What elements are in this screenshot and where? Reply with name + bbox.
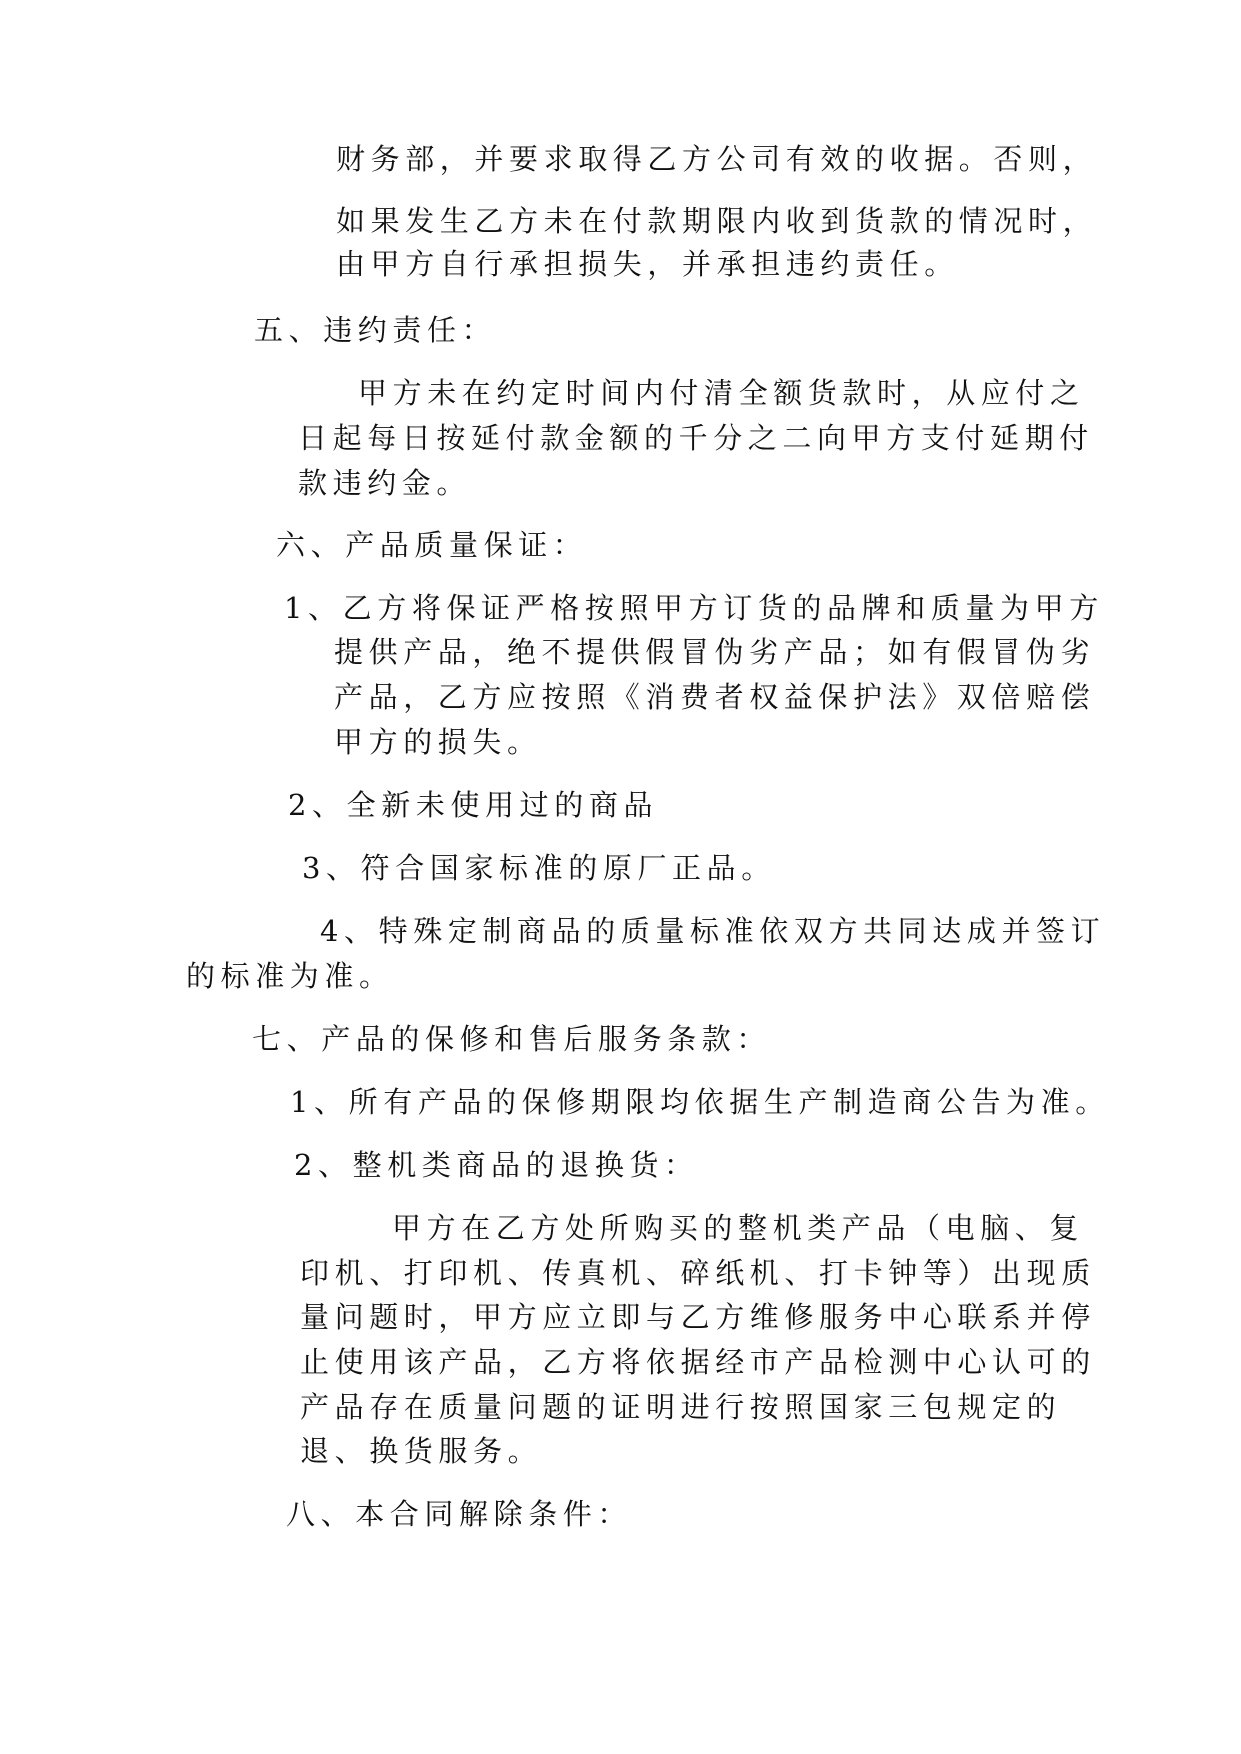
text-line: 止使用该产品，乙方将依据经市产品检测中心认可的 — [300, 1345, 1096, 1379]
text-line: 产品，乙方应按照《消费者权益保护法》双倍赔偿 — [334, 680, 1096, 714]
list-item: 1、所有产品的保修期限均依据生产制造商公告为准。 — [290, 1085, 1110, 1119]
list-item: 4、特殊定制商品的质量标准依双方共同达成并签订 — [320, 914, 1106, 948]
text-line: 的标准为准。 — [186, 959, 394, 993]
text-line: 提供产品，绝不提供假冒伪劣产品；如有假冒伪劣 — [334, 635, 1096, 669]
text-line: 印机、打印机、传真机、碎纸机、打卡钟等）出现质 — [300, 1256, 1096, 1290]
text-line: 量问题时，甲方应立即与乙方维修服务中心联系并停 — [300, 1300, 1096, 1334]
text-line: 由甲方自行承担损失，并承担违约责任。 — [336, 247, 959, 281]
text-line: 日起每日按延付款金额的千分之二向甲方支付延期付 — [298, 421, 1094, 455]
section-heading: 七、产品的保修和售后服务条款： — [252, 1022, 772, 1056]
text-line: 如果发生乙方未在付款期限内收到货款的情况时， — [336, 204, 1098, 238]
section-heading: 五、违约责任： — [254, 313, 497, 347]
text-line: 甲方在乙方处所购买的整机类产品（电脑、复 — [392, 1211, 1085, 1245]
text-line: 财务部，并要求取得乙方公司有效的收据。否则， — [336, 142, 1098, 176]
text-line: 产品存在质量问题的证明进行按照国家三包规定的 — [300, 1390, 1062, 1424]
text-line: 退、换货服务。 — [300, 1434, 543, 1468]
text-line: 甲方的损失。 — [334, 725, 542, 759]
list-item: 2、全新未使用过的商品 — [288, 788, 659, 822]
text-line: 款违约金。 — [298, 466, 472, 500]
section-heading: 八、本合同解除条件： — [286, 1497, 633, 1531]
section-heading: 六、产品质量保证： — [276, 528, 588, 562]
list-item: 3、符合国家标准的原厂正品。 — [302, 851, 776, 885]
list-item: 1、乙方将保证严格按照甲方订货的品牌和质量为甲方 — [284, 591, 1104, 625]
list-item: 2、整机类商品的退换货： — [294, 1148, 699, 1182]
text-line: 甲方未在约定时间内付清全额货款时，从应付之 — [358, 376, 1085, 410]
